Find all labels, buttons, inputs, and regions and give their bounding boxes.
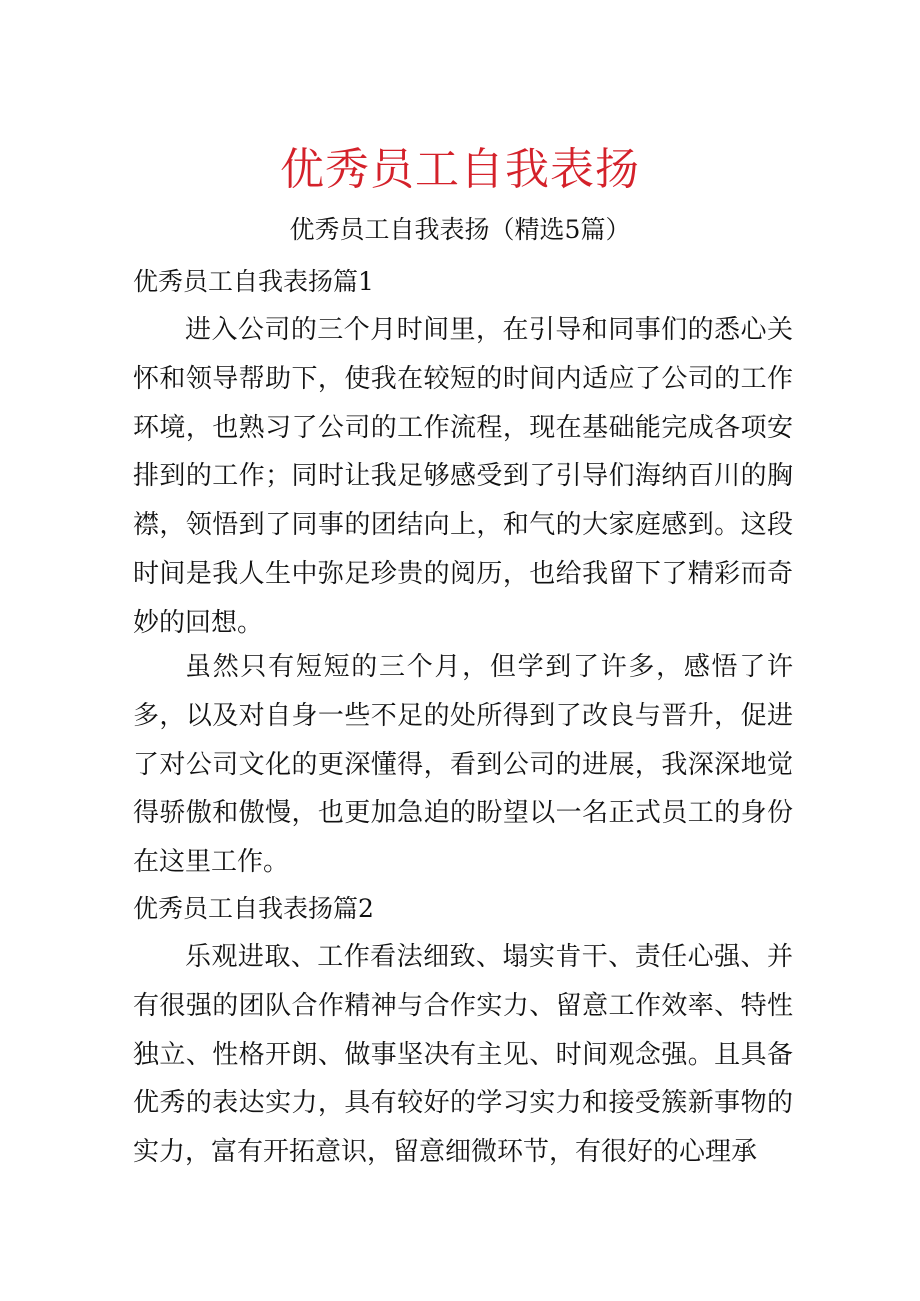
section-heading-1: 优秀员工自我表扬篇1 bbox=[133, 267, 374, 296]
document-title: 优秀员工自我表扬 bbox=[280, 144, 640, 195]
section-1-paragraph-2: 虽然只有短短的三个月，但学到了许多，感悟了许多，以及对自身一些不足的处所得到了改良与晋升，促进了对公司文化的更深懂得，看到公司的进展，我深深地觉得骄傲和傲慢，也更加急迫的盼望以一名正式员工的身份在这里工作。 bbox=[133, 652, 793, 878]
section-heading-2: 优秀员工自我表扬篇2 bbox=[133, 894, 374, 923]
section-1-paragraph-1: 进入公司的三个月时间里，在引导和同事们的悉心关怀和领导帮助下，使我在较短的时间内适应了公司的工作环境，也熟习了公司的工作流程，现在基础能完成各项安排到的工作；同时让我足够感受到了引导们海纳百川的胸襟，领悟到了同事的团结向上，和气的大家庭感到。这段时间是我人生中弥足珍贵的阅历，也给我留下了精彩而奇妙的回想。 bbox=[133, 315, 793, 638]
section-2-paragraph-1: 乐观进取、工作看法细致、塌实肯干、责任心强、并有很强的团队合作精神与合作实力、留意工作效率、特性独立、性格开朗、做事坚决有主见、时间观念强。且具备优秀的表达实力，具有较好的学习实力和接受簇新事物的实力，富有开拓意识，留意细微环节，有很好的心理承 bbox=[133, 942, 793, 1168]
document-subtitle: 优秀员工自我表扬（精选5篇） bbox=[289, 215, 631, 244]
